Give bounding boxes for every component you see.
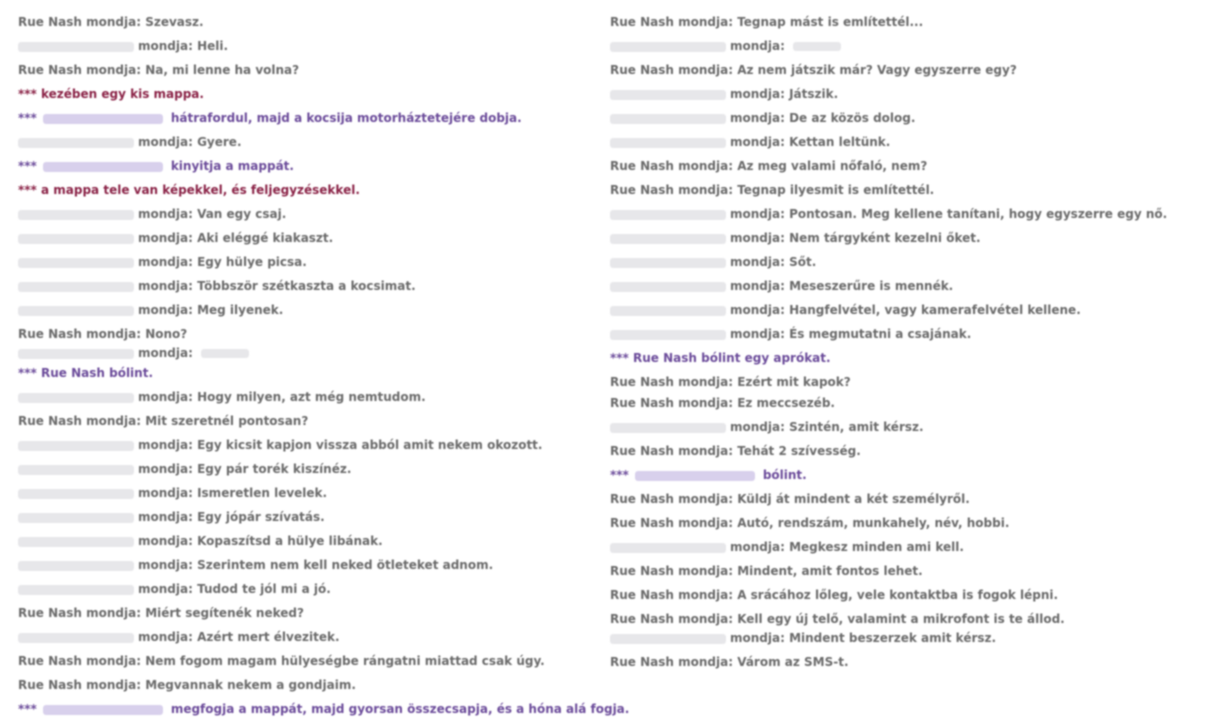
message-text: Mindent, amit fontos lehet.: [737, 564, 923, 578]
blurred-player-name: [18, 441, 134, 451]
chat-line: [610, 62, 1017, 78]
chat-line: [18, 158, 294, 174]
blurred-player-name: [610, 234, 726, 244]
blurred-player-name: [610, 114, 726, 124]
action-stars: ***: [18, 702, 37, 716]
message-text: Küldj át mindent a két személyről.: [737, 492, 970, 506]
chat-line: [610, 395, 835, 411]
speaker-label: mondja:: [138, 279, 193, 293]
message-text: Nem tárgyként kezelni őket.: [789, 231, 981, 245]
blurred-player-name: [610, 423, 726, 433]
chat-line: [610, 302, 1081, 318]
speaker-label: Rue Nash mondja:: [610, 516, 733, 530]
chat-line: [610, 206, 1167, 222]
blurred-player-name: [43, 705, 163, 715]
chat-line: [18, 38, 228, 54]
speaker-label: Rue Nash mondja:: [18, 63, 141, 77]
chat-line: [18, 254, 307, 270]
chat-line: [18, 605, 304, 621]
blurred-player-name: [610, 543, 726, 553]
message-text: A srácához lőleg, vele kontaktba is fogok lépni.: [737, 588, 1059, 602]
message-text: Kettan leltünk.: [789, 135, 891, 149]
chat-line: [610, 14, 923, 30]
blurred-player-name: [610, 90, 726, 100]
chat-line: [18, 413, 308, 429]
message-text: Többször szétkaszta a kocsimat.: [197, 279, 416, 293]
blurred-player-name: [18, 489, 134, 499]
message-text: Tegnap mást is említettél...: [737, 15, 924, 29]
chat-line: [18, 14, 204, 30]
chat-line: [18, 461, 351, 477]
chat-line: [610, 515, 1009, 531]
chat-line: [18, 230, 333, 246]
message-text: Van egy csaj.: [197, 207, 287, 221]
action-text: hátrafordul, majd a kocsija motorháztetejére dobja.: [170, 111, 522, 125]
speaker-label: mondja:: [138, 510, 193, 524]
message-text: Pontosan. Meg kellene tanítani, hogy egyszerre egy nő.: [789, 207, 1168, 221]
message-text: Megvannak nekem a gondjaim.: [145, 678, 356, 692]
blurred-player-name: [43, 114, 163, 124]
speaker-label: mondja:: [730, 303, 785, 317]
speaker-label: mondja:: [138, 231, 193, 245]
message-text: Meg ilyenek.: [197, 303, 284, 317]
speaker-label: mondja:: [730, 87, 785, 101]
chat-line: [610, 134, 890, 150]
chat-line: [18, 110, 522, 126]
speaker-label: Rue Nash mondja:: [610, 564, 733, 578]
action-stars: ***: [18, 111, 37, 125]
chat-line: [610, 278, 953, 294]
blurred-player-name: [18, 349, 134, 359]
message-text: Autó, rendszám, munkahely, név, hobbi.: [737, 516, 1010, 530]
chat-line: [18, 86, 204, 102]
blurred-player-name: [635, 471, 755, 481]
speaker-label: mondja:: [138, 534, 193, 548]
speaker-label: Rue Nash mondja:: [18, 15, 141, 29]
chat-line: [18, 62, 299, 78]
message-text: Egy kicsit kapjon vissza abból amit nekem okozott.: [197, 438, 543, 452]
blurred-player-name: [610, 330, 726, 340]
message-text: Tudod te jól mi a jó.: [197, 582, 331, 596]
chat-line: [18, 437, 542, 453]
blurred-player-name: [610, 258, 726, 268]
speaker-label: Rue Nash mondja:: [610, 63, 733, 77]
chat-line: [18, 557, 493, 573]
message-text: Várom az SMS-t.: [737, 655, 849, 669]
chat-line: [610, 350, 831, 366]
blurred-player-name: [43, 162, 163, 172]
blurred-player-name: [18, 210, 134, 220]
blurred-player-name: [18, 282, 134, 292]
speaker-label: mondja:: [138, 207, 193, 221]
message-text: Nem fogom magam hülyeségbe rángatni miattad csak úgy.: [145, 654, 545, 668]
speaker-label: mondja:: [138, 462, 193, 476]
speaker-label: Rue Nash mondja:: [610, 444, 733, 458]
chat-line: [610, 254, 816, 270]
blurred-player-name: [18, 306, 134, 316]
blurred-message: [201, 349, 249, 358]
speaker-label: Rue Nash mondja:: [610, 183, 733, 197]
message-text: Egy jópár szívatás.: [197, 510, 325, 524]
chat-line: [610, 326, 971, 342]
message-text: Nono?: [145, 327, 188, 341]
action-text: kinyitja a mappát.: [170, 159, 294, 173]
blurred-player-name: [610, 306, 726, 316]
chat-line: [610, 419, 924, 435]
message-text: Mit szeretnél pontosan?: [145, 414, 309, 428]
speaker-label: Rue Nash mondja:: [610, 588, 733, 602]
chat-line: [610, 654, 849, 670]
speaker-label: mondja:: [730, 420, 785, 434]
message-text: És megmutatni a csajának.: [789, 327, 972, 341]
speaker-label: mondja:: [138, 630, 193, 644]
message-text: Egy pár torék kiszínéz.: [197, 462, 352, 476]
message-text: Az nem játszik már? Vagy egyszerre egy?: [737, 63, 1017, 77]
message-text: Tegnap ilyesmit is említettél.: [737, 183, 935, 197]
chat-line: [18, 653, 545, 669]
speaker-label: mondja:: [730, 39, 785, 53]
chat-line: [610, 563, 923, 579]
speaker-label: mondja:: [138, 438, 193, 452]
speaker-label: Rue Nash mondja:: [610, 492, 733, 506]
chat-line: [18, 278, 416, 294]
blurred-message: [793, 42, 841, 51]
speaker-label: mondja:: [138, 135, 193, 149]
blurred-player-name: [18, 561, 134, 571]
speaker-label: mondja:: [138, 390, 193, 404]
speaker-label: mondja:: [730, 135, 785, 149]
message-text: Kell egy új telő, valamint a mikrofont is te állod.: [737, 612, 1065, 626]
message-text: Hangfelvétel, vagy kamerafelvétel kellene.: [789, 303, 1081, 317]
speaker-label: mondja:: [138, 255, 193, 269]
speaker-label: Rue Nash mondja:: [610, 15, 733, 29]
chat-line: [610, 38, 845, 54]
message-text: Az meg valami nőfaló, nem?: [737, 159, 928, 173]
action-text: *** Rue Nash bólint.: [18, 366, 154, 380]
blurred-player-name: [18, 537, 134, 547]
chat-line: [18, 302, 283, 318]
message-text: Sőt.: [789, 255, 817, 269]
blurred-player-name: [18, 42, 134, 52]
message-text: Ezért mit kapok?: [737, 375, 851, 389]
chat-line: [18, 345, 253, 361]
speaker-label: mondja:: [138, 303, 193, 317]
chat-line: [610, 611, 1065, 627]
chat-line: [18, 485, 327, 501]
message-text: Hogy milyen, azt még nemtudom.: [197, 390, 426, 404]
speaker-label: mondja:: [730, 111, 785, 125]
message-text: Tehát 2 szívesség.: [737, 444, 861, 458]
speaker-label: Rue Nash mondja:: [610, 375, 733, 389]
blurred-player-name: [610, 634, 726, 644]
speaker-label: mondja:: [730, 540, 785, 554]
message-text: Kopaszítsd a hülye libának.: [197, 534, 383, 548]
message-text: Megkesz minden ami kell.: [789, 540, 964, 554]
speaker-label: Rue Nash mondja:: [610, 612, 733, 626]
message-text: Szintén, amit kérsz.: [789, 420, 924, 434]
message-text: Gyere.: [197, 135, 242, 149]
speaker-label: mondja:: [730, 207, 785, 221]
chat-line: [610, 587, 1058, 603]
chat-line: [610, 539, 964, 555]
speaker-label: mondja:: [730, 279, 785, 293]
chat-line: [610, 230, 981, 246]
message-text: Aki eléggé kiakaszt.: [197, 231, 334, 245]
blurred-player-name: [18, 234, 134, 244]
speaker-label: mondja:: [138, 582, 193, 596]
chat-line: [18, 365, 153, 381]
speaker-label: mondja:: [138, 486, 193, 500]
chat-line: [610, 467, 807, 483]
action-stars: ***: [18, 159, 37, 173]
message-text: Meseszerűre is mennék.: [789, 279, 954, 293]
message-text: Azért mert élvezitek.: [197, 630, 340, 644]
message-text: Szerintem nem kell neked ötleteket adnom.: [197, 558, 494, 572]
chat-line: [610, 158, 927, 174]
speaker-label: mondja:: [730, 631, 785, 645]
blurred-player-name: [18, 138, 134, 148]
speaker-label: Rue Nash mondja:: [18, 327, 141, 341]
speaker-label: Rue Nash mondja:: [18, 606, 141, 620]
message-text: De az közös dolog.: [789, 111, 916, 125]
message-text: Szevasz.: [145, 15, 204, 29]
chat-line: [610, 182, 934, 198]
blurred-player-name: [18, 633, 134, 643]
speaker-label: mondja:: [138, 346, 193, 360]
action-text: *** a mappa tele van képekkel, és feljegyzésekkel.: [18, 183, 360, 197]
speaker-label: mondja:: [138, 39, 193, 53]
speaker-label: Rue Nash mondja:: [610, 655, 733, 669]
blurred-player-name: [610, 210, 726, 220]
speaker-label: Rue Nash mondja:: [18, 654, 141, 668]
chat-line: [18, 326, 187, 342]
action-text: *** Rue Nash bólint egy aprókat.: [610, 351, 831, 365]
blurred-player-name: [18, 465, 134, 475]
chat-line: [18, 629, 340, 645]
chat-line: [18, 182, 360, 198]
blurred-player-name: [610, 42, 726, 52]
chat-line: [18, 509, 325, 525]
message-text: Ismeretlen levelek.: [197, 486, 328, 500]
action-stars: ***: [610, 468, 629, 482]
chat-line: [610, 491, 970, 507]
chat-line: [610, 86, 838, 102]
blurred-player-name: [610, 282, 726, 292]
chat-line: [18, 581, 331, 597]
action-text: *** kezében egy kis mappa.: [18, 87, 204, 101]
blurred-player-name: [18, 258, 134, 268]
message-text: Mindent beszerzek amit kérsz.: [789, 631, 997, 645]
message-text: Miért segítenék neked?: [145, 606, 304, 620]
speaker-label: mondja:: [730, 231, 785, 245]
chat-line: [18, 206, 286, 222]
chat-line: [18, 701, 629, 717]
chat-line: [18, 389, 426, 405]
speaker-label: mondja:: [730, 327, 785, 341]
message-text: Játszik.: [789, 87, 839, 101]
speaker-label: mondja:: [138, 558, 193, 572]
blurred-player-name: [18, 393, 134, 403]
speaker-label: Rue Nash mondja:: [18, 414, 141, 428]
blurred-player-name: [18, 513, 134, 523]
chat-line: [610, 443, 861, 459]
action-text: bólint.: [762, 468, 807, 482]
chat-line: [18, 134, 242, 150]
speaker-label: Rue Nash mondja:: [18, 678, 141, 692]
chat-line: [610, 374, 851, 390]
chat-line: [18, 677, 356, 693]
chat-line: [610, 630, 996, 646]
action-text: megfogja a mappát, majd gyorsan összecsapja, és a hóna alá fogja.: [170, 702, 630, 716]
message-text: Egy hülye picsa.: [197, 255, 307, 269]
message-text: Heli.: [197, 39, 229, 53]
blurred-player-name: [18, 585, 134, 595]
speaker-label: Rue Nash mondja:: [610, 159, 733, 173]
speaker-label: mondja:: [730, 255, 785, 269]
chat-line: [18, 533, 383, 549]
blurred-player-name: [610, 138, 726, 148]
message-text: Na, mi lenne ha volna?: [145, 63, 300, 77]
message-text: Ez meccsezéb.: [737, 396, 835, 410]
chat-line: [610, 110, 915, 126]
speaker-label: Rue Nash mondja:: [610, 396, 733, 410]
